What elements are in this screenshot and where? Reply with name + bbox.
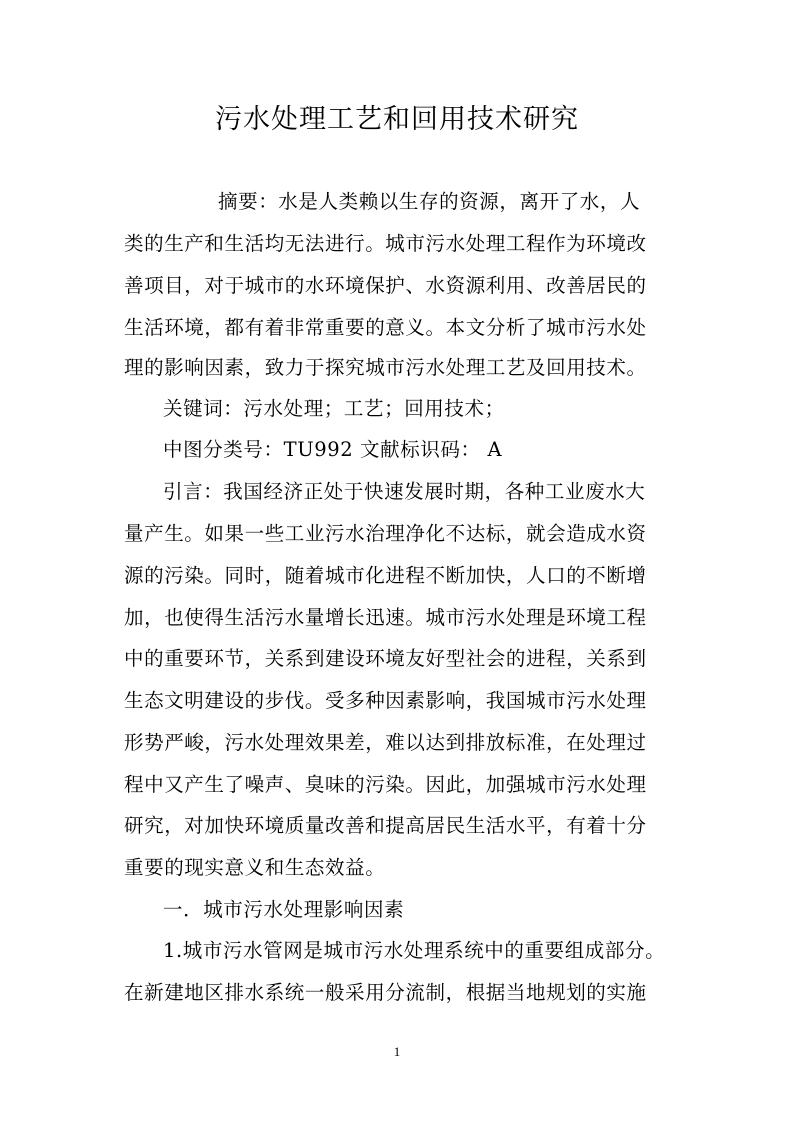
body-line: 1.城市污水管网是城市污水处理系统中的重要组成部分。 bbox=[163, 939, 666, 962]
body-line: 在新建地区排水系统一般采用分流制，根据当地规划的实施 bbox=[124, 981, 647, 1004]
abstract-line: 善项目，对于城市的水环境保护、水资源利用、改善居民的 bbox=[124, 274, 647, 297]
abstract-line: 生活环境，都有着非常重要的意义。本文分析了城市污水处 bbox=[124, 316, 647, 339]
body-line: 生态文明建设的步伐。受多种因素影响，我国城市污水处理 bbox=[124, 689, 647, 712]
abstract-line: 理的影响因素，致力于探究城市污水处理工艺及回用技术。 bbox=[124, 356, 647, 379]
body-line: 加，也使得生活污水量增长迅速。城市污水处理是环境工程 bbox=[124, 606, 647, 629]
abstract-line: 类的生产和生活均无法进行。城市污水处理工程作为环境改 bbox=[124, 232, 647, 255]
page-number: 1 bbox=[393, 1044, 401, 1059]
document-title: 污水处理工艺和回用技术研究 bbox=[215, 104, 579, 135]
body-line: 形势严峻，污水处理效果差，难以达到排放标准，在处理过 bbox=[124, 731, 647, 754]
body-line: 源的污染。同时，随着城市化进程不断加快，人口的不断增 bbox=[124, 564, 647, 587]
abstract-line: 摘要：水是人类赖以生存的资源，离开了水，人 bbox=[218, 190, 641, 213]
body-line: 程中又产生了噪声、臭味的污染。因此，加强城市污水处理 bbox=[124, 773, 647, 796]
section-heading: 一．城市污水处理影响因素 bbox=[163, 898, 405, 921]
keywords-line: 关键词：污水处理；工艺；回用技术； bbox=[163, 397, 505, 420]
body-line: 研究，对加快环境质量改善和提高居民生活水平，有着十分 bbox=[124, 814, 647, 837]
body-line: 重要的现实意义和生态效益。 bbox=[124, 856, 386, 879]
classification-line: 中图分类号：TU992 文献标识码： A bbox=[163, 438, 503, 461]
body-line: 量产生。如果一些工业污水治理净化不达标，就会造成水资 bbox=[124, 522, 647, 545]
body-line: 中的重要环节，关系到建设环境友好型社会的进程，关系到 bbox=[124, 647, 647, 670]
body-line: 引言：我国经济正处于快速发展时期，各种工业废水大 bbox=[163, 480, 646, 503]
